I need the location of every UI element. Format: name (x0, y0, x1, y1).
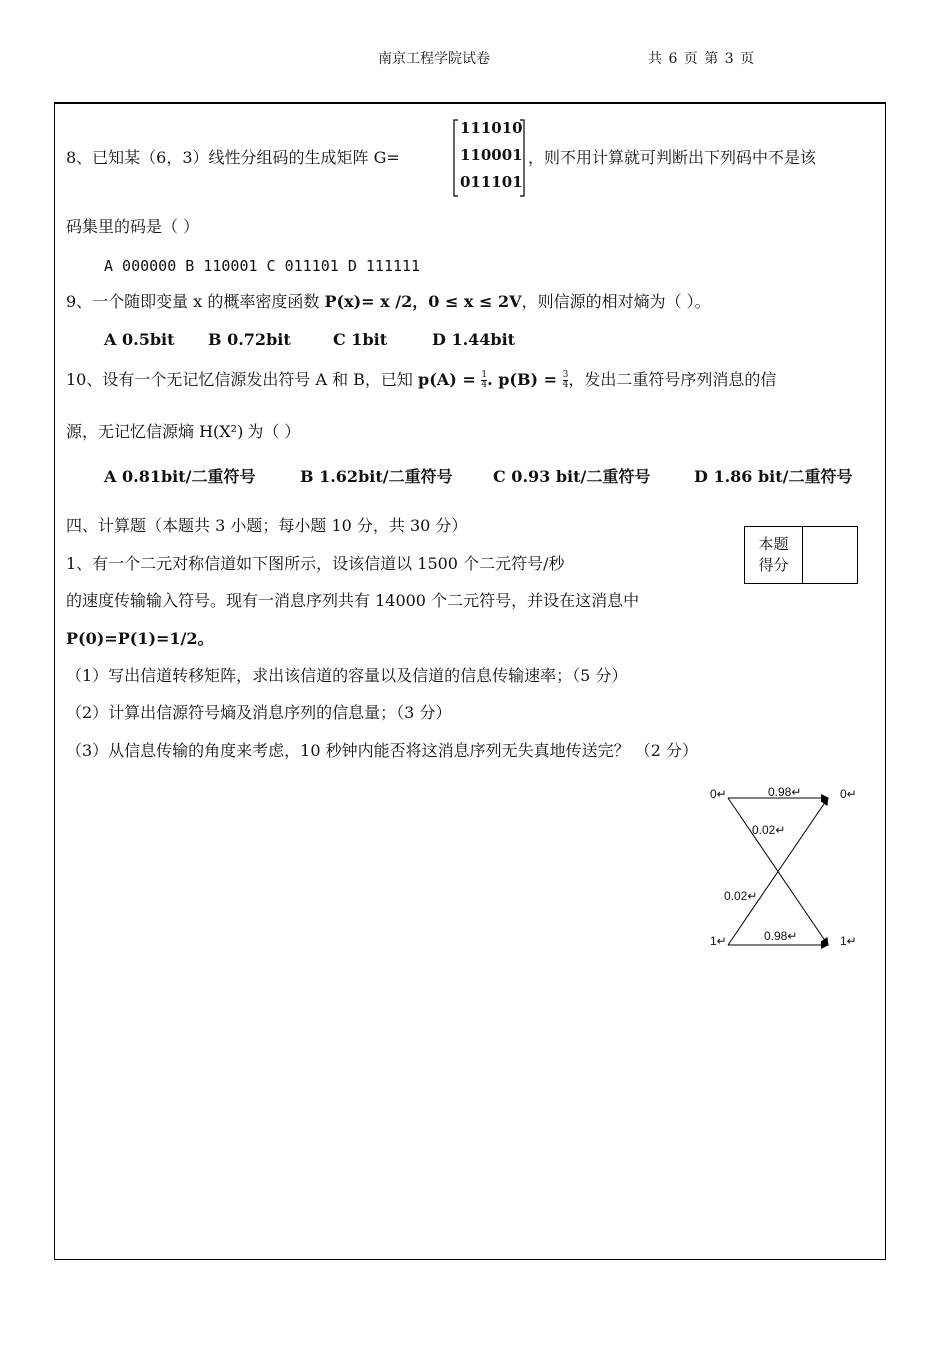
matrix-row-3: 011101 (460, 173, 523, 191)
q8-stem (66, 148, 400, 168)
q9-option-a: A 0.5bit (104, 330, 175, 349)
q8-options: A 000000 B 110001 C 011101 D 111111 (104, 257, 421, 275)
prob-0-1-label: 0.02↵ (752, 823, 786, 837)
generator-matrix (452, 118, 526, 198)
q10-stem-b: ，发出二重符号序列消息的信 (568, 370, 777, 389)
q10-option-b: B 1.62bit/二重符号 (300, 467, 453, 486)
q8-prefix: 8、已知某（6，3）线性分组码的生成矩阵 G= (66, 148, 400, 167)
q1-sub2: （2）计算出信源符号熵及消息序列的信息量；（3 分） (66, 703, 452, 722)
q10-pb-num: 3 (562, 370, 569, 380)
q10-line2-a: 源，无记忆信源熵 (66, 422, 200, 441)
q1-line1: 1、有一个二元对称信道如下图所示，设该信道以 1500 个二元符号/秒 (66, 554, 565, 573)
school-name: 南京工程学院试卷 (378, 51, 490, 67)
q9-stem-end: ，则信源的相对熵为（ ）。 (521, 292, 711, 311)
q10-pb-label: . p(B) = (487, 370, 563, 389)
output-1-label: 1↵ (840, 934, 857, 948)
prob-1-1-label: 0.98↵ (764, 929, 798, 943)
q10-option-d: D 1.86 bit/二重符号 (694, 467, 853, 486)
score-label (745, 527, 803, 583)
q9-option-b: B 0.72bit (208, 330, 291, 349)
q1-sub1: （1）写出信道转移矩阵，求出该信道的容量以及信道的信息传输速率；（5 分） (66, 666, 628, 685)
q9-formula: P(x)= x /2，0 ≤ x ≤ 2V (324, 292, 522, 311)
q10-pb-den: 4 (562, 380, 569, 390)
q8-suffix: ，则不用计算就可判断出下列码中不是该 (528, 148, 817, 167)
q10-option-a: A 0.81bit/二重符号 (104, 467, 256, 486)
q10-line2 (66, 422, 300, 442)
q9-stem-text: 9、一个随即变量 x 的概率密度函数 (66, 292, 325, 311)
page-number: 共 6 页 第 3 页 (648, 51, 756, 67)
q10-line2-b: 为（ ） (247, 422, 301, 441)
q10-pa-label: p(A) = (418, 370, 482, 389)
input-1-label: 1↵ (710, 934, 727, 948)
page-header (0, 48, 950, 72)
q10-stem (66, 370, 776, 390)
output-0-label: 0↵ (840, 787, 857, 801)
q9-option-d: D 1.44bit (432, 330, 516, 349)
q1-sub3: （3）从信息传输的角度来考虑，10 秒钟内能否将这消息序列无失真地传送完？ （2 分） (66, 741, 698, 760)
prob-1-0-label: 0.02↵ (724, 889, 758, 903)
input-0-label: 0↵ (710, 787, 727, 801)
q10-entropy: H(X²) (199, 422, 244, 441)
score-label-line1: 本题 (758, 535, 789, 553)
q10-stem-a: 10、设有一个无记忆信源发出符号 A 和 B，已知 (66, 370, 419, 389)
q10-pa-num: 1 (481, 370, 488, 380)
matrix-row-2: 110001 (460, 146, 523, 164)
matrix-row-1: 111010 (460, 119, 523, 137)
q9-stem (66, 292, 711, 312)
q1-line3: P(0)=P(1)=1/2。 (66, 629, 214, 648)
prob-0-0-label: 0.98↵ (768, 785, 802, 799)
score-box (744, 526, 858, 584)
score-label-line2: 得分 (758, 556, 789, 574)
q1-line2: 的速度传输输入符号。现有一消息序列共有 14000 个二元符号，并设在这消息中 (66, 591, 640, 610)
bsc-diagram (700, 782, 870, 957)
q10-pa-den: 4 (481, 380, 488, 390)
q9-option-c: C 1bit (333, 330, 388, 349)
section4-title: 四、计算题（本题共 3 小题；每小题 10 分，共 30 分） (66, 516, 468, 535)
q10-option-c: C 0.93 bit/二重符号 (493, 467, 651, 486)
q8-line2: 码集里的码是（ ） (66, 217, 200, 236)
